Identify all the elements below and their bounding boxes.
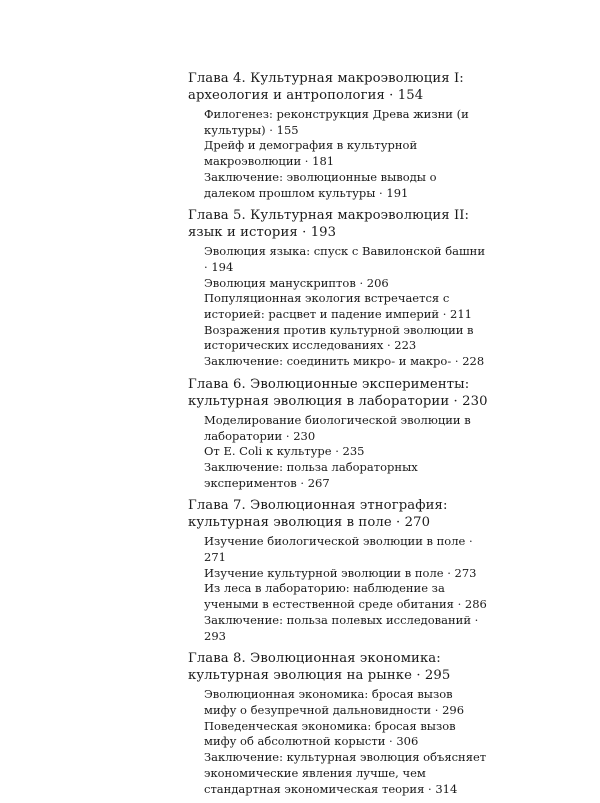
toc-entry: Заключение: соединить микро- и макро- · 228 xyxy=(204,354,485,369)
chapter-heading: Глава 5. Культурная макроэволюция II: язык и история · 193 xyxy=(188,208,470,241)
page-number: 286 xyxy=(464,597,487,612)
page-number: 181 xyxy=(312,154,335,169)
toc-entry: От E. Coli к культуре · 235 xyxy=(204,444,365,459)
page-number: 296 xyxy=(442,702,465,717)
toc-entry: Заключение: польза лабораторных экспериментов · 267 xyxy=(204,459,418,490)
entry-title: Возражения против культурной эволюции в исторических исследованиях xyxy=(204,322,474,353)
entry-title: Заключение: польза лабораторных экспериментов xyxy=(204,459,418,490)
entry-list xyxy=(204,687,488,797)
toc-entry: Моделирование биологической эволюции в лаборатории · 230 xyxy=(204,412,471,443)
toc-entry: Эволюция манускриптов · 206 xyxy=(204,275,389,290)
toc-entry: Изучение культурной эволюции в поле · 273 xyxy=(204,565,477,580)
toc-entry: Заключение: эволюционные выводы о далеком прошлом культуры · 191 xyxy=(204,169,437,200)
page-number: 235 xyxy=(342,444,365,459)
page-number: 270 xyxy=(404,515,431,531)
entry-title: Заключение: польза полевых исследований xyxy=(204,612,471,627)
chapter-section xyxy=(188,376,488,492)
page-number: 271 xyxy=(204,550,226,565)
toc-entry: Эволюция языка: спуск с Вавилонской башни · 194 xyxy=(204,244,486,274)
entry-title: Заключение: эволюционные выводы о далеком прошлом культуры xyxy=(204,169,437,200)
entry-title: Поведенческая экономика: бросая вызов мифу об абсолютной корысти xyxy=(204,718,456,749)
table-of-contents xyxy=(188,70,488,803)
page-number: 314 xyxy=(435,781,458,796)
page-number: 194 xyxy=(211,259,234,274)
chapter-title: Глава 4. Культурная макроэволюция I: археология и антропология xyxy=(188,71,464,103)
toc-entry: Изучение биологической эволюции в поле · 271 xyxy=(204,534,473,565)
page-number: 306 xyxy=(396,734,419,749)
page-number: 211 xyxy=(450,307,472,322)
entry-title: Заключение: культурная эволюция объясняет экономические явления лучше, чем стандартная экономическая теория xyxy=(204,750,487,796)
page-number: 295 xyxy=(424,668,451,684)
toc-entry: Филогенез: реконструкция Древа жизни (и культуры) · 155 xyxy=(204,107,469,137)
entry-title: От E. Coli к культуре xyxy=(204,444,332,459)
page-number: 154 xyxy=(397,88,424,103)
entry-title: Филогенез: реконструкция Древа жизни (и культуры) xyxy=(204,107,469,137)
page-number: 228 xyxy=(462,354,485,369)
page-number: 267 xyxy=(307,475,330,490)
toc-entry: Из леса в лабораторию: наблюдение за учеными в естественной среде обитания · 286 xyxy=(204,581,487,612)
toc-entry: Популяционная экология встречается с историей: расцвет и падение империй · 211 xyxy=(204,291,472,322)
page-number: 230 xyxy=(293,428,316,443)
chapter-title: Глава 5. Культурная макроэволюция II: язык и история xyxy=(188,208,470,241)
chapter-title: Глава 7. Эволюционная этнография: культурная эволюция в поле xyxy=(188,498,448,531)
entry-title: Популяционная экология встречается с историей: расцвет и падение империй xyxy=(204,291,450,322)
page-number: 273 xyxy=(454,565,477,580)
page-number: 223 xyxy=(394,338,417,353)
chapter-heading: Глава 6. Эволюционные эксперименты: культурная эволюция в лаборатории · 230 xyxy=(188,376,488,409)
chapter-section xyxy=(188,70,488,201)
entry-list xyxy=(204,534,488,644)
page-number: 191 xyxy=(386,185,409,200)
toc-entry: Возражения против культурной эволюции в исторических исследованиях · 223 xyxy=(204,322,474,353)
entry-title: Изучение биологической эволюции в поле xyxy=(204,534,466,549)
entry-title: Моделирование биологической эволюции в лаборатории xyxy=(204,412,471,443)
chapter-section xyxy=(188,207,488,370)
page-number: 155 xyxy=(276,122,299,137)
page-number: 206 xyxy=(366,275,389,290)
toc-entry: Заключение: культурная эволюция объясняет экономические явления лучше, чем стандартная экономическая теория · 314 xyxy=(204,750,487,796)
page-number: 193 xyxy=(310,225,337,241)
toc-entry: Заключение: польза полевых исследований · 293 xyxy=(204,612,479,643)
entry-title: Эволюция манускриптов xyxy=(204,275,356,290)
chapter-heading: Глава 7. Эволюционная этнография: культурная эволюция в поле · 270 xyxy=(188,498,448,531)
chapter-heading: Глава 4. Культурная макроэволюция I: археология и антропология · 154 xyxy=(188,71,464,103)
entry-list xyxy=(204,244,488,370)
entry-title: Изучение культурной эволюции в поле xyxy=(204,565,444,580)
entry-title: Заключение: соединить микро- и макро- xyxy=(204,354,452,369)
entry-title: Дрейф и демография в культурной макроэволюции xyxy=(204,138,418,169)
toc-entry: Дрейф и демография в культурной макроэволюции · 181 xyxy=(204,138,418,169)
chapter-title: Глава 6. Эволюционные эксперименты: культурная эволюция в лаборатории xyxy=(188,376,470,409)
toc-entry: Поведенческая экономика: бросая вызов мифу об абсолютной корысти · 306 xyxy=(204,718,456,749)
chapter-section xyxy=(188,650,488,797)
page-number: 230 xyxy=(462,393,488,409)
entry-title: Эволюция языка: спуск с Вавилонской башни xyxy=(204,244,486,259)
chapter-section xyxy=(188,497,488,644)
entry-title: Из леса в лабораторию: наблюдение за учеными в естественной среде обитания xyxy=(204,581,454,612)
entry-list xyxy=(204,413,488,492)
entry-list xyxy=(204,107,488,201)
page-number: 293 xyxy=(204,628,226,643)
entry-title: Эволюционная экономика: бросая вызов мифу о безупречной дальновидности xyxy=(204,687,453,717)
chapter-heading: Глава 8. Эволюционная экономика: культурная эволюция на рынке · 295 xyxy=(188,651,451,684)
toc-entry: Эволюционная экономика: бросая вызов мифу о безупречной дальновидности · 296 xyxy=(204,687,465,717)
chapter-title: Глава 8. Эволюционная экономика: культурная эволюция на рынке xyxy=(188,651,441,684)
